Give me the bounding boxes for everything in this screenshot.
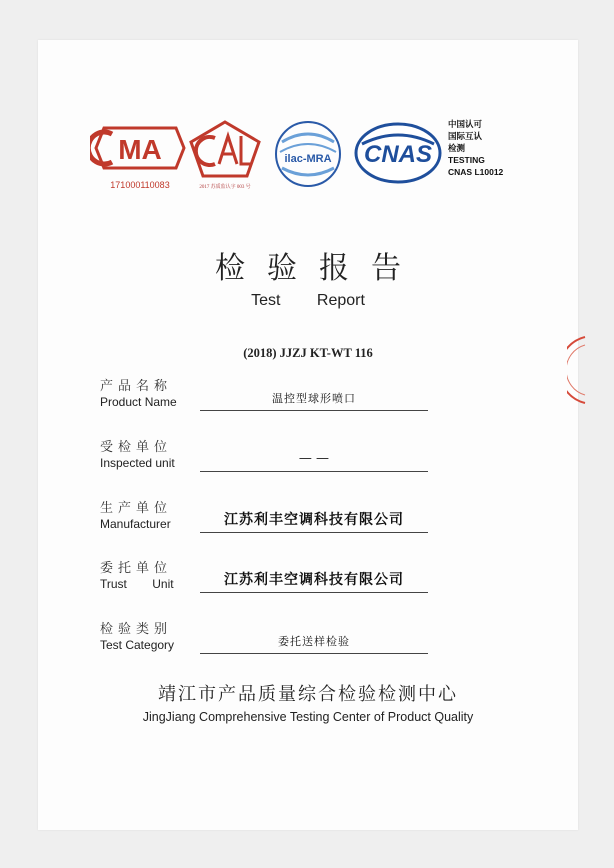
manufacturer-value: 江苏利丰空调科技有限公司 [224, 512, 404, 528]
cnas-info-line: 中国认可 [448, 119, 483, 129]
title-chinese: 检验报告 [215, 251, 423, 286]
certification-logos [90, 118, 560, 228]
product-name-value: 温控型球形喷口 [272, 392, 356, 405]
cnas-info [448, 118, 568, 178]
trust-unit-value: 江苏利丰空调科技有限公司 [224, 572, 404, 588]
cal-logo [185, 118, 265, 180]
svg-text:MA: MA [118, 134, 162, 165]
red-seal-fragment [567, 335, 587, 409]
underline [200, 471, 428, 472]
test-category-field [100, 618, 440, 658]
cnas-info-line: CNAS L10012 [448, 167, 504, 177]
underline [200, 653, 428, 654]
cma-code: 171000110083 [110, 180, 170, 190]
organization-name-cn: 靖江市产品质量综合检验检测中心 [158, 684, 458, 705]
trust-unit-label-cn: 委托单位 [100, 561, 173, 576]
report-number: (2018) JJZJ KT-WT 116 [243, 346, 373, 360]
underline [200, 410, 428, 411]
ilac-text: ilac-MRA [284, 153, 332, 165]
report-cover-page [38, 40, 578, 830]
test-category-label-en: Test Category [100, 638, 175, 652]
underline [200, 592, 428, 593]
cnas-info-line: TESTING [448, 155, 485, 165]
underline [200, 532, 428, 533]
cnas-info-line: 检测 [448, 143, 466, 153]
test-category-label-cn: 检验类别 [100, 622, 173, 637]
test-category-value: 委托送样检验 [278, 635, 350, 648]
cal-code: 2017 苏质监认字 003 号 [199, 185, 251, 190]
ilac-mra-logo [272, 118, 344, 190]
inspected-unit-label-cn: 受检单位 [100, 440, 173, 455]
product-name-label-cn: 产品名称 [100, 379, 173, 394]
cnas-info-line: 国际互认 [448, 131, 483, 141]
inspected-unit-field [100, 436, 440, 476]
organization-name-en: JingJiang Comprehensive Testing Center of Product Quality [142, 710, 474, 724]
cnas-logo [352, 120, 444, 186]
manufacturer-label-cn: 生产单位 [100, 501, 173, 516]
inspected-unit-label-en: Inspected unit [100, 456, 175, 470]
manufacturer-field [100, 497, 440, 537]
manufacturer-label-en: Manufacturer [100, 517, 171, 531]
trust-unit-label-en: Trust Unit [100, 577, 174, 591]
product-name-field [100, 375, 440, 415]
trust-unit-field [100, 557, 440, 597]
product-name-label-en: Product Name [100, 395, 177, 409]
title-english: Test Report [251, 292, 365, 309]
inspected-unit-value: — — [298, 451, 330, 466]
cma-logo [90, 118, 190, 178]
cnas-text: CNAS [363, 141, 433, 168]
